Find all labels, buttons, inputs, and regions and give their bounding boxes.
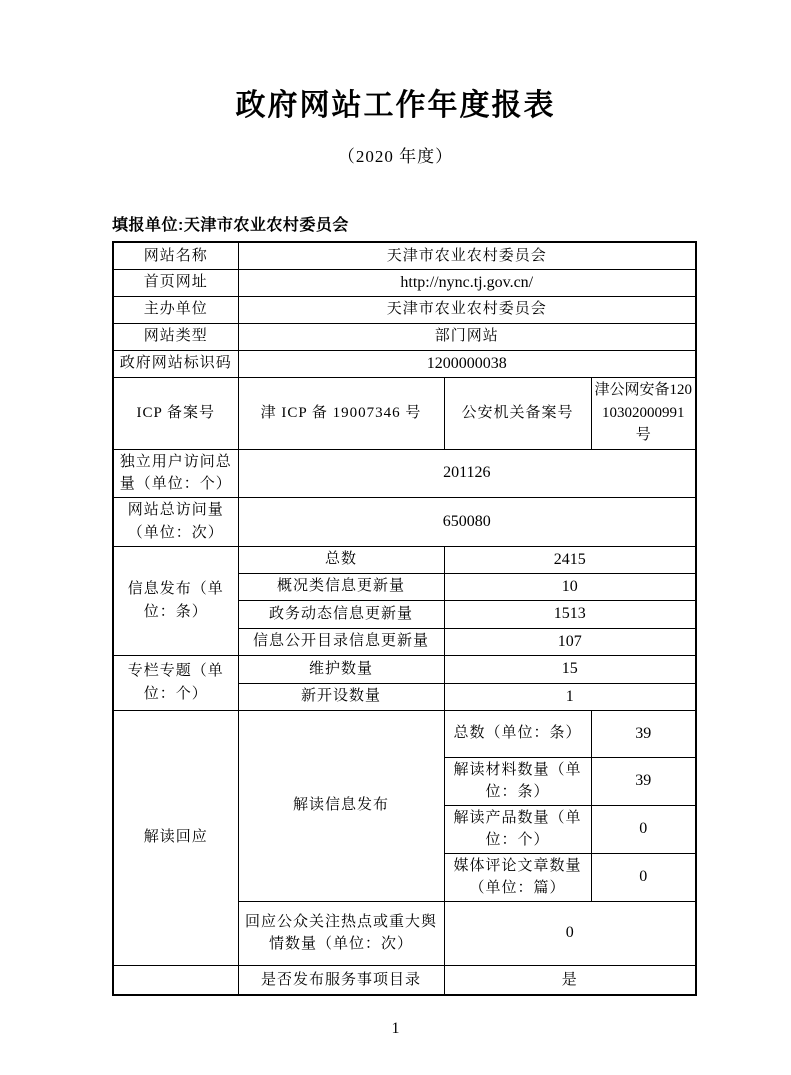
table-row <box>113 449 696 497</box>
reporting-unit-line: 填报单位:天津市农业农村委员会 <box>112 217 349 234</box>
info-publish-total-value: 2415 <box>444 546 696 573</box>
police-record-label: 公安机关备案号 <box>444 377 591 449</box>
interpretation-materials-label: 解读材料数量（单位：条） <box>444 757 591 805</box>
disclosure-update-value: 107 <box>444 628 696 655</box>
interpretation-materials-value: 39 <box>591 757 696 805</box>
interpretation-products-value: 0 <box>591 805 696 853</box>
interpretation-publish-label: 解读信息发布 <box>238 710 444 901</box>
media-articles-label: 媒体评论文章数量（单位：篇） <box>444 853 591 901</box>
interpretation-total-label: 总数（单位：条） <box>444 710 591 757</box>
icp-value: 津 ICP 备 19007346 号 <box>238 377 444 449</box>
unique-visitors-value: 201126 <box>238 449 696 497</box>
gov-news-update-value: 1513 <box>444 600 696 628</box>
special-topics-group-label: 专栏专题（单位：个） <box>113 655 238 710</box>
page-title: 政府网站工作年度报表 <box>235 89 556 122</box>
total-visits-value: 650080 <box>238 497 696 546</box>
interpretation-group-label: 解读回应 <box>113 710 238 965</box>
page-subtitle: （2020 年度） <box>337 147 454 166</box>
organizer-value: 天津市农业农村委员会 <box>238 296 696 323</box>
site-name-label: 网站名称 <box>113 242 238 269</box>
table-row <box>113 296 696 323</box>
organizer-label: 主办单位 <box>113 296 238 323</box>
new-topics-value: 1 <box>444 683 696 710</box>
total-visits-label: 网站总访问量（单位：次） <box>113 497 238 546</box>
site-code-value: 1200000038 <box>238 350 696 377</box>
info-publish-group-label: 信息发布（单位：条） <box>113 546 238 655</box>
table-row <box>113 497 696 546</box>
table-row <box>113 710 696 757</box>
table-row <box>113 377 696 449</box>
disclosure-update-label: 信息公开目录信息更新量 <box>238 628 444 655</box>
overview-update-label: 概况类信息更新量 <box>238 573 444 600</box>
home-url-label: 首页网址 <box>113 269 238 296</box>
table-row <box>113 269 696 296</box>
maintained-count-value: 15 <box>444 655 696 683</box>
service-catalog-label: 是否发布服务事项目录 <box>238 965 444 995</box>
table-row <box>113 323 696 350</box>
page-number: 1 <box>391 1020 400 1037</box>
interpretation-total-value: 39 <box>591 710 696 757</box>
site-name-value: 天津市农业农村委员会 <box>238 242 696 269</box>
media-articles-value: 0 <box>591 853 696 901</box>
new-topics-label: 新开设数量 <box>238 683 444 710</box>
overview-update-value: 10 <box>444 573 696 600</box>
table-row <box>113 546 696 573</box>
table-row <box>113 350 696 377</box>
site-code-label: 政府网站标识码 <box>113 350 238 377</box>
info-publish-total-label: 总数 <box>238 546 444 573</box>
services-group-label <box>113 965 238 995</box>
annual-report-table <box>112 241 697 996</box>
police-record-value: 津公网安备12010302000991 号 <box>591 377 696 449</box>
site-type-value: 部门网站 <box>238 323 696 350</box>
hotspot-response-value: 0 <box>444 901 696 965</box>
home-url-value: http://nync.tj.gov.cn/ <box>238 269 696 296</box>
table-row <box>113 965 696 995</box>
gov-news-update-label: 政务动态信息更新量 <box>238 600 444 628</box>
icp-label: ICP 备案号 <box>113 377 238 449</box>
table-row <box>113 242 696 269</box>
unique-visitors-label: 独立用户访问总量（单位：个） <box>113 449 238 497</box>
table-row <box>113 655 696 683</box>
service-catalog-value: 是 <box>444 965 696 995</box>
site-type-label: 网站类型 <box>113 323 238 350</box>
maintained-count-label: 维护数量 <box>238 655 444 683</box>
hotspot-response-label: 回应公众关注热点或重大舆情数量（单位：次） <box>238 901 444 965</box>
interpretation-products-label: 解读产品数量（单位：个） <box>444 805 591 853</box>
